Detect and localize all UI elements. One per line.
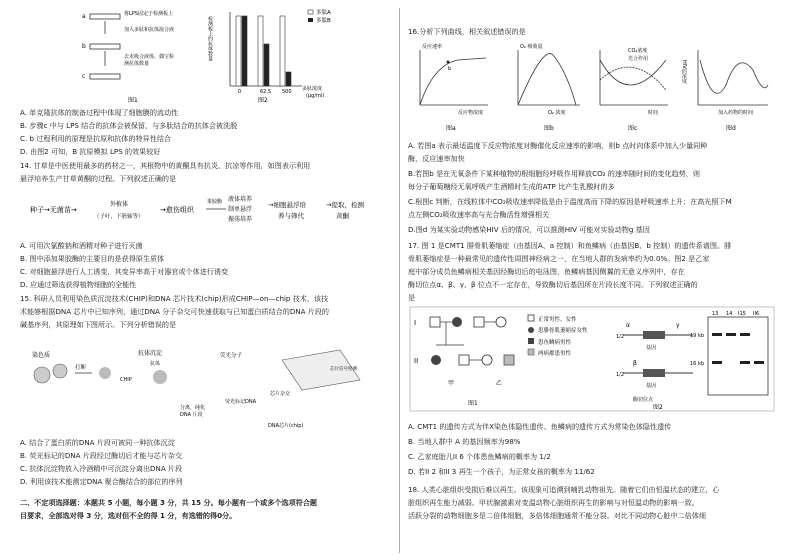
ped-i2 — [452, 317, 462, 327]
flow-enzyme: 果胶酶 — [207, 199, 223, 205]
bar-b-2 — [286, 72, 291, 86]
a-y-label: 反应速率 — [422, 44, 443, 50]
q17-stem-line4: 酶切位点α、β、γ、β 位点不一定存在，导致酶切后基因所在片段长度不同。下列叙述正确的 — [408, 280, 698, 289]
separate-label: 分离，纯化 — [180, 405, 206, 411]
ped-i1 — [430, 317, 440, 327]
flow-step3: →愈伤组织 — [160, 206, 194, 214]
legend-1: 正常男性、女性 — [538, 317, 577, 323]
flow-step5c: 振荡培养 — [228, 216, 253, 223]
flow-step1: 种子→无菌苗→ — [30, 206, 77, 214]
band — [740, 361, 750, 364]
q17-option-c: C. 乙家庭胎儿II 6 个体患鱼鳞病的概率为 1/2 — [408, 452, 551, 461]
band — [726, 333, 736, 336]
q18-stem-line1: 18. 人类心脏组织受损后难以再生。该现象可追溯到哺乳动物祖先。随着它们由恒温状态的建立，心 — [408, 485, 720, 494]
legend-ichthyosis-male-swatch — [528, 338, 534, 344]
bar-b-1 — [264, 44, 269, 86]
b-y-label: O₂ 吸收量 — [520, 44, 543, 50]
yi-label: 乙 — [496, 380, 503, 387]
plate-c-label: c — [82, 73, 86, 80]
plate-b — [90, 44, 120, 49]
gene-label-2: 基因 — [646, 383, 657, 389]
caption-a: 图a — [446, 125, 456, 132]
q16-curves-figure — [408, 40, 776, 135]
flow-step2b: （子叶、下胚轴等） — [94, 214, 144, 220]
step2-text: 加入多肽和抗体混合液 — [124, 27, 175, 33]
gen2-label: II — [414, 357, 419, 365]
column-divider — [399, 8, 400, 553]
x-tick-label: 500 — [282, 89, 292, 95]
q16-option-c-line2: 点左侧CO₂吸收速率高与光合酶活性增强相关 — [408, 210, 550, 219]
chromatin-shape — [34, 367, 50, 383]
bar-a-2 — [280, 16, 285, 86]
q14-stem-line2: 悬浮培养生产甘草黄酮的过程。下列叙述正确的是 — [20, 174, 177, 183]
lane-i15: I15 — [738, 311, 746, 317]
gene-box-2 — [643, 369, 665, 377]
flow-step5b: 制单悬浮 — [228, 206, 253, 213]
fig2-caption: 图2 — [258, 97, 268, 104]
gel-frame — [708, 317, 768, 395]
ped-ii3 — [482, 355, 492, 365]
q14-flow-diagram — [20, 190, 390, 232]
legend-cmt-female-swatch — [528, 327, 534, 333]
q18-stem-line2: 脏组织再生能力减弱。甲状腺激素对变温动物心脏组织再生的影响与对恒温动物的影响一致。 — [408, 498, 699, 507]
q13-figure — [80, 4, 340, 104]
kb19-label: 19 kb — [690, 333, 705, 339]
bar-a-0 — [236, 16, 241, 86]
break-label: 打断 — [75, 365, 87, 371]
legend-3: 患鱼鳞病男性 — [538, 340, 572, 346]
chromatin-shape-2 — [53, 364, 67, 378]
q17-option-d: D. 若II 2 和II 3 再生一个孩子，为正常女孩的概率为 11/62 — [408, 467, 595, 476]
beta-label: β — [633, 360, 637, 367]
caption-c: 图c — [628, 125, 638, 132]
q14-option-b: B. 图中添加果胶酶的主要目的是获得原生质体 — [20, 254, 165, 263]
caption-d: 图d — [726, 125, 736, 132]
q13-option-a: A. 单克隆抗体的制备过程中体现了细胞膜的流动性 — [20, 108, 179, 117]
pulldown-label: 抗体沉淀 — [138, 350, 163, 357]
q18-stem-line3: 活跃分裂的动物细胞多是二倍体细胞，多倍体细胞通常不能分裂。对比不同动物心脏中二倍体细 — [408, 511, 706, 520]
x-axis-label: 多肽浓度 — [302, 86, 323, 92]
flow-step6a: →细胞悬浮培 — [268, 201, 306, 209]
alpha-label: α — [626, 322, 630, 329]
q15-stem-line2: 术能够根据DNA 芯片中已知序列，通过DNA 分子杂交可快速获取与已知蛋白质结合的DNA 片段的 — [20, 307, 330, 316]
q15-option-d: D. 利用该技术能测定DNA 聚合酶结合的部位的序列 — [20, 477, 183, 486]
q13-option-d: D. 由图2 可知，B 抗原模拟 LPS 的效果较好 — [20, 147, 161, 156]
frac1-label: 1/2 — [616, 334, 625, 340]
band — [712, 361, 722, 364]
plate-c — [90, 74, 120, 79]
step3b-text: 测抗体数量 — [124, 61, 150, 67]
c-label-2: 光合作用 — [628, 56, 649, 62]
dna-chip-label: DNA芯片(chip) — [268, 423, 304, 429]
q17-option-a: A. CMT1 的遗传方式为伴X染色体隐性遗传、鱼鳞病的遗传方式为常染色体隐性遗传 — [408, 422, 672, 431]
step1-text: 将LPS固定于检测板上 — [124, 11, 173, 17]
q17-pedigree-figure — [408, 305, 776, 415]
q15-option-b: B. 荧光标记的DNA 片段经过酶切后才能与芯片杂交 — [20, 451, 183, 460]
q17-stem-line5: 是 — [408, 293, 416, 302]
ped-i4 — [496, 317, 506, 327]
plate-a-label: a — [82, 13, 86, 20]
q17-stem-line2: 骨肌萎缩症是一种最常见的遗传性周围神经病之一，在当地人群的发病率约为0.0%。图2 是乙家 — [408, 254, 710, 263]
x-axis-unit: (μg/ml) — [306, 93, 325, 99]
a-curve — [420, 58, 486, 105]
band — [712, 333, 722, 336]
q15-stem-line1: 15. 科研人员利用染色质沉淀技术(CHIP)和DNA 芯片技术(chip)形成CHIP—on—chip 技术，该技 — [20, 294, 329, 303]
q17-stem-line1: 17. 图 1 是CMT1 腓骨肌萎缩症（由基因A、a 控制）和鱼鳞病（由基因B、b 控制）的遗传系谱图。腓 — [408, 241, 732, 250]
plate-b-label: b — [82, 43, 86, 50]
b-curve — [518, 54, 576, 105]
section2-heading-line1: 二、不定项选择题：本题共 5 小题，每小题 3 分，共 15 分。每小题有一个或多个选项符合题 — [20, 498, 318, 507]
step3-text: 去未吸合液体，偶宝检 — [124, 54, 175, 60]
caption-b: 图b — [544, 125, 554, 132]
flow-step2: 外植体 — [110, 201, 129, 208]
flow-step6b: 养与筛代 — [278, 212, 304, 220]
plate-a — [90, 14, 120, 19]
legend-normal-male-swatch — [528, 315, 534, 321]
legend-a: 多肽A — [316, 10, 331, 16]
pedigree-fig1-caption: 图1 — [468, 400, 478, 407]
hybrid-label: 芯片杂交 — [270, 391, 291, 397]
ped-ii1 — [431, 355, 441, 365]
q17-option-b: B. 当地人群中 A 的基因频率为98% — [408, 437, 521, 446]
frac2-label: 1/2 — [616, 372, 625, 378]
chip-label: CHIP — [120, 377, 132, 383]
left-column — [20, 0, 390, 560]
q16-option-b-line2: 每分子葡萄糖经无氧呼吸产生酒精时生成的ATP 比产生乳酸时的多 — [408, 182, 615, 191]
q13-option-c: C. b 过程利用的原理是抗原和抗体的特异性结合 — [20, 134, 172, 143]
x-tick-label: 0 — [238, 89, 242, 95]
band — [754, 361, 764, 364]
bar-a-1 — [258, 16, 263, 86]
cut-site-legend: 酶切位点 — [633, 397, 654, 403]
legend-4: 两病都患男性 — [538, 351, 572, 357]
q16-option-d: D.图d 为某实验动物感染HIV 后的情况，可以推测HIV 可能对实验动物g 基因 — [408, 225, 650, 234]
x-tick-label: 62.5 — [260, 89, 272, 95]
lane-13: 13 — [712, 311, 719, 317]
a-point-label: b — [448, 66, 452, 72]
band — [740, 333, 750, 336]
q15-option-a: A. 结合了蛋白质的DNA 片段可被同一种抗体沉淀 — [20, 438, 175, 447]
q13-bar-chart — [230, 12, 302, 95]
y-axis-label: 检测板上的抗体数量 — [207, 16, 213, 61]
q17-stem-line3: 庭中部分成员鱼鳞病相关基因经酶切后的电泳图，鱼鳞病基因侧翼的无意义序列中，存在 — [408, 267, 685, 276]
q13-option-b: B. 步骤c 中与 LPS 结合的抗体会被保留，与多肽结合的抗体会被洗脱 — [20, 121, 238, 130]
fluorescent-label: 荧光分子 — [220, 353, 243, 359]
q15-chip-figure — [20, 335, 390, 430]
q16-option-b-line1: B.若图b 是在无氧条件下某种植物的根细胞经呼吸作用释放CO₂ 的速率随时间的变化趋势，则 — [408, 169, 700, 178]
gen1-label: I — [414, 319, 417, 327]
label-dna: 荧光标记DNA — [225, 399, 257, 405]
q14-stem-line1: 14. 甘草是中医使用最多的药材之一，其根物中的黄酮具有抗炎、抗凉等作用，如图表示利用 — [20, 161, 311, 170]
c-label-1: CO₂浓度 — [628, 48, 648, 54]
gene-fig2-caption: 图2 — [653, 404, 663, 411]
q14-option-d: D. 应通过筛选获得植物细胞的全能性 — [20, 280, 137, 289]
legend-a-swatch — [308, 10, 313, 14]
jia-label: 甲 — [448, 380, 455, 387]
ped-i3 — [474, 317, 484, 327]
ped-ii2 — [459, 355, 469, 365]
fig1-caption: 图1 — [128, 97, 138, 104]
d-y-label: HIV的浓度 — [681, 60, 687, 84]
q15-stem-line3: 碱基序列，其原理如下图所示。下列分析错误的是 — [20, 320, 177, 329]
dna-frag-label: DNA 片段 — [180, 412, 203, 418]
legend-2: 患腓骨肌萎缩症女性 — [538, 328, 588, 334]
d-curve — [700, 60, 768, 93]
fragment-shape — [99, 367, 111, 379]
q16-option-a-line1: A. 若图a 表示最适温度下反应物浓度对酶催化反应速率的影响，则b 点时向体系中加入少量同种 — [408, 141, 708, 150]
c-x-label: 时间 — [648, 110, 659, 116]
b-x-label: O₂ 浓度 — [548, 110, 566, 116]
flow-step5a: 液体培养 — [228, 196, 253, 203]
q14-option-c: C. 对细胞悬浮进行人工诱变，其变异率高于对器官或个体进行诱变 — [20, 267, 229, 276]
lane-ii6: II6 — [753, 311, 760, 317]
chromatin-label: 染色质 — [32, 352, 51, 359]
d-x-label: 加入药物的时间 — [718, 110, 754, 116]
q16-option-a-line2: 酶，反应速率加快 — [408, 154, 465, 163]
q16-option-c-line1: C.根图c 判断，在线粒体中CO₂吸收速率降低是由于温度高而下降的原因是呼吸速率上升；在高光照下M — [408, 197, 732, 206]
a-x-label: 反应物浓度 — [458, 110, 484, 116]
a-point — [447, 61, 450, 64]
c-curve-2 — [600, 67, 666, 90]
q16-stem: 16.分析下列曲线，相关叙述错误的是 — [408, 27, 526, 36]
flow-step7a: →提取，检测 — [326, 201, 364, 209]
kb16-label: 16 kb — [690, 361, 705, 367]
lane-14: 14 — [726, 311, 733, 317]
antibody-complex — [153, 370, 167, 384]
gamma-label: γ — [676, 322, 680, 329]
bar-b-0 — [242, 16, 247, 86]
antibody-label: 抗体 — [150, 361, 161, 367]
flow-step7b: 黄酮 — [336, 212, 349, 220]
ped-ii4 — [504, 355, 514, 365]
section2-heading-line2: 目要求，全部选对得 3 分，选对但不全的得 1 分，有选错的得0分。 — [20, 511, 237, 520]
gene-box-1 — [643, 331, 665, 339]
q15-option-c: C. 抗体沉淀物放入冷酒精中可沉淀分离出DNA 片段 — [20, 464, 183, 473]
legend-b-swatch — [308, 18, 313, 22]
legend-b: 多肽B — [316, 18, 331, 24]
scan-label: 芯片信号检测 — [330, 367, 357, 372]
right-column — [408, 0, 776, 560]
gene-label-1: 基因 — [646, 345, 657, 351]
q14-option-a: A. 可用次氯酸钠和酒精对种子进行灭菌 — [20, 241, 143, 250]
legend-both-male-swatch — [528, 349, 534, 355]
